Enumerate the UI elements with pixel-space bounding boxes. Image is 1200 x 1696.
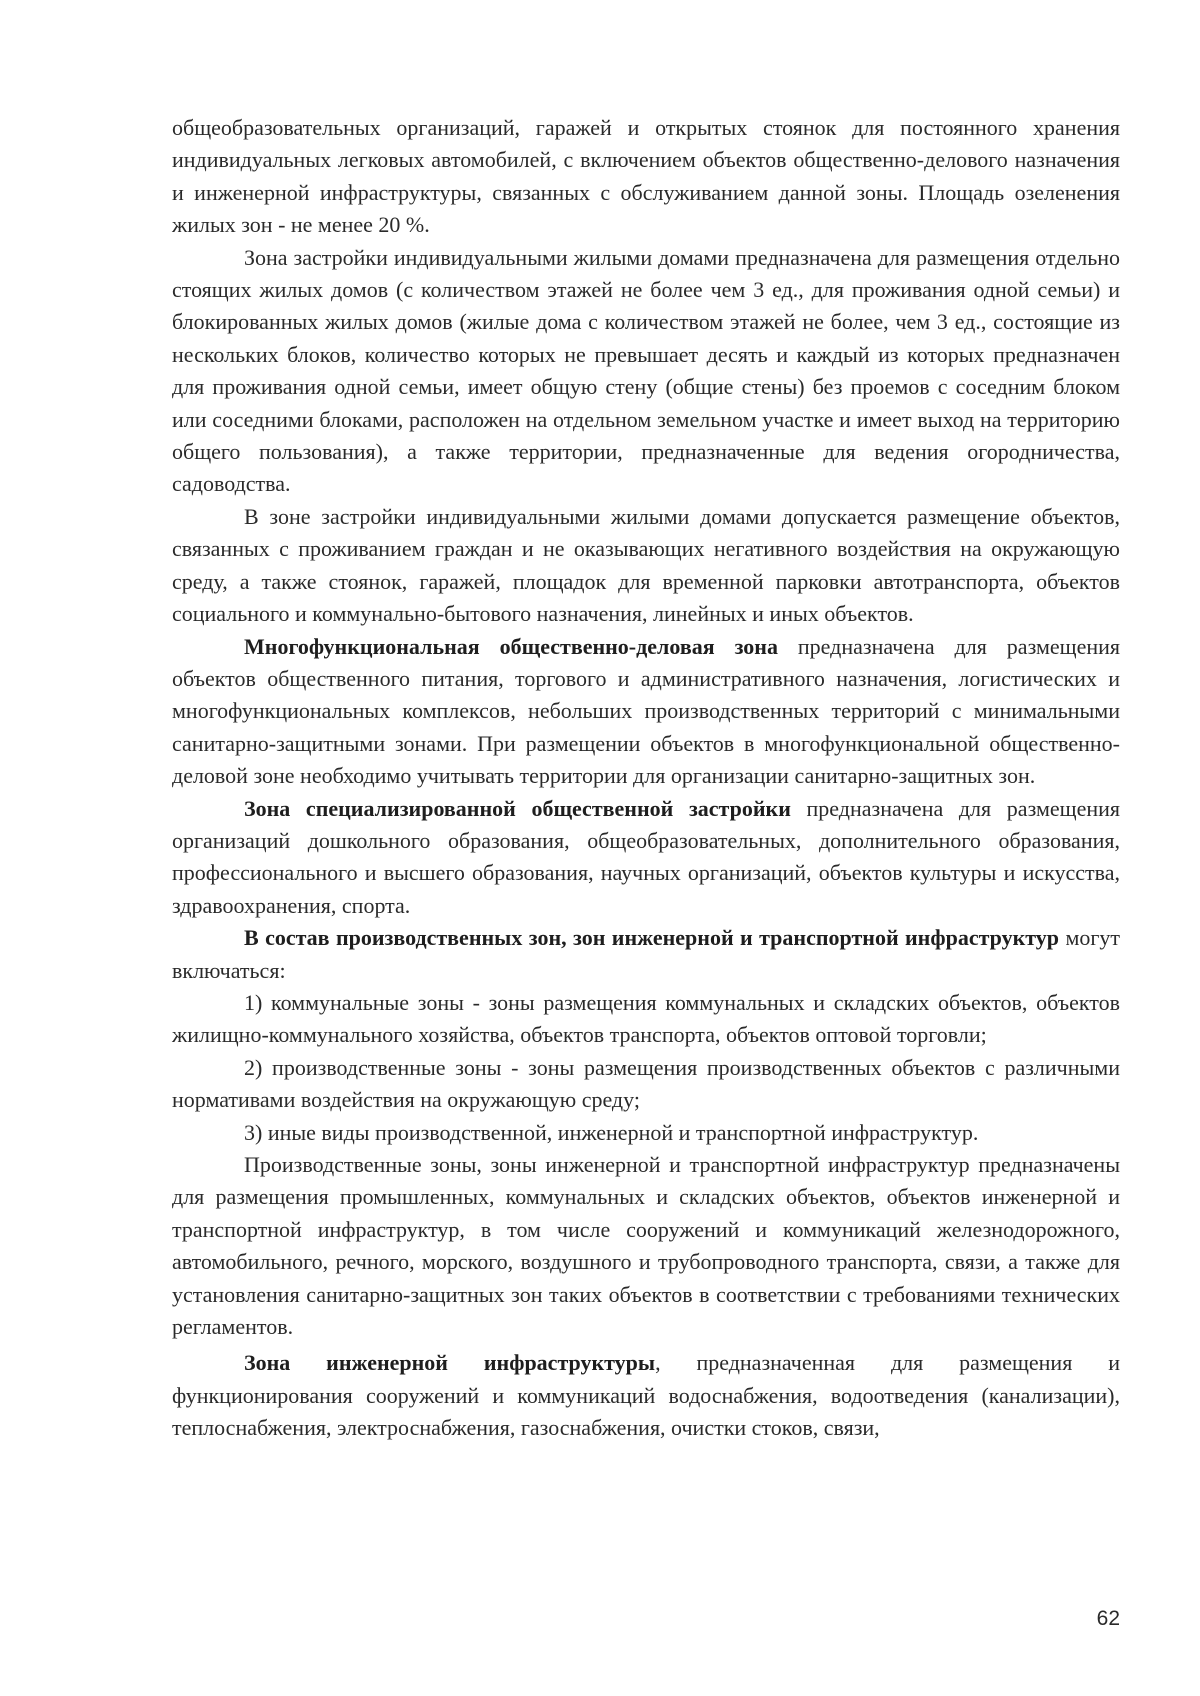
paragraph-production-zones-composition	[172, 922, 1120, 987]
paragraph-multifunctional-zone	[172, 631, 1120, 793]
paragraph-individual-housing-allowed: В зоне застройки индивидуальными жилыми домами допускается размещение объектов, связанных с проживанием граждан и не оказывающих негативного воздействия на окружающую среду, а также стоянок, гаражей, площадок для временной парковки автотранспорта, объектов социального и коммунально-бытового назначения, линейных и иных объектов.	[172, 503, 1120, 627]
paragraph-individual-housing-zone: Зона застройки индивидуальными жилыми домами предназначена для размещения отдельно стоящих жилых домов (с количеством этажей не более чем 3 ед., для проживания одной семьи) и блокированных жилых домов (жилые дома с количеством этажей не более, чем 3 ед., состоящие из нескольких блоков, количество которых не превышает десять и каждый из которых предназначен для проживания одной семьи, имеет общую стену (общие стены) без проемов с соседним блоком или соседними блоками, расположен на отдельном земельном участке и имеет выход на территорию общего пользования), а также территории, предназначенные для ведения огородничества, садоводства.	[172, 244, 1120, 497]
list-item-other-types: 3) иные виды производственной, инженерной и транспортной инфраструктур.	[244, 1119, 979, 1145]
paragraph-specialized-zone	[172, 793, 1120, 923]
list-item-communal-zones: 1) коммунальные зоны - зоны размещения коммунальных и складских объектов, объектов жилищно-коммунального хозяйства, объектов транспорта, объектов оптовой торговли;	[172, 989, 1120, 1048]
term-multifunctional-zone: Многофункциональная общественно-деловая зона	[244, 633, 778, 659]
paragraph-production-zones-purpose: Производственные зоны, зоны инженерной и транспортной инфраструктур предназначены для размещения промышленных, коммунальных и складских объектов, объектов инженерной и транспортной инфраструктур, в том числе сооружений и коммуникаций железнодорожного, автомобильного, речного, морского, воздушного и трубопроводного транспорта, связи, а также для установления санитарно-защитных зон таких объектов в соответствии с требованиями технических регламентов.	[172, 1152, 1120, 1340]
term-production-zones: В состав производственных зон, зон инженерной и транспортной инфраструктур	[244, 925, 1060, 951]
term-engineering-zone: Зона инженерной инфраструктуры	[244, 1350, 656, 1376]
term-specialized-zone: Зона специализированной общественной застройки	[244, 795, 791, 821]
list-item-production-zones: 2) производственные зоны - зоны размещения производственных объектов с различными нормативами воздействия на окружающую среду;	[172, 1054, 1120, 1113]
paragraph-text: предназначена для размещения объектов общественного питания, торгового и административного назначения, логистических и многофункциональных комплексов, небольших производственных территорий с минимальными санитарно-защитными зонами. При размещении объектов в многофункциональной общественно-деловой зоне необходимо учитывать территории для организации санитарно-защитных зон.	[172, 633, 1120, 789]
paragraph-text: , предназначенная для размещения и функционирования сооружений и коммуникаций водоснабжения, водоотведения (канализации), теплоснабжения, электроснабжения, газоснабжения, очистки стоков, связи,	[172, 1350, 1120, 1441]
paragraph-residential-continuation: общеобразовательных организаций, гаражей и открытых стоянок для постоянного хранения индивидуальных легковых автомобилей, с включением объектов общественно-делового назначения и инженерной инфраструктуры, связанных с обслуживанием данной зоны. Площадь озеленения жилых зон - не менее 20 %.	[172, 115, 1120, 238]
page-number: 62	[1096, 1607, 1120, 1630]
paragraph-engineering-zone	[172, 1347, 1120, 1444]
document-page	[172, 112, 1120, 1445]
paragraph-text: предназначена для размещения организаций дошкольного образования, общеобразовательных, дополнительного образования, профессионального и высшего образования, научных организаций, объектов культуры и искусства, здравоохранения, спорта.	[172, 795, 1120, 918]
paragraph-text: могут включаться:	[172, 925, 1121, 983]
